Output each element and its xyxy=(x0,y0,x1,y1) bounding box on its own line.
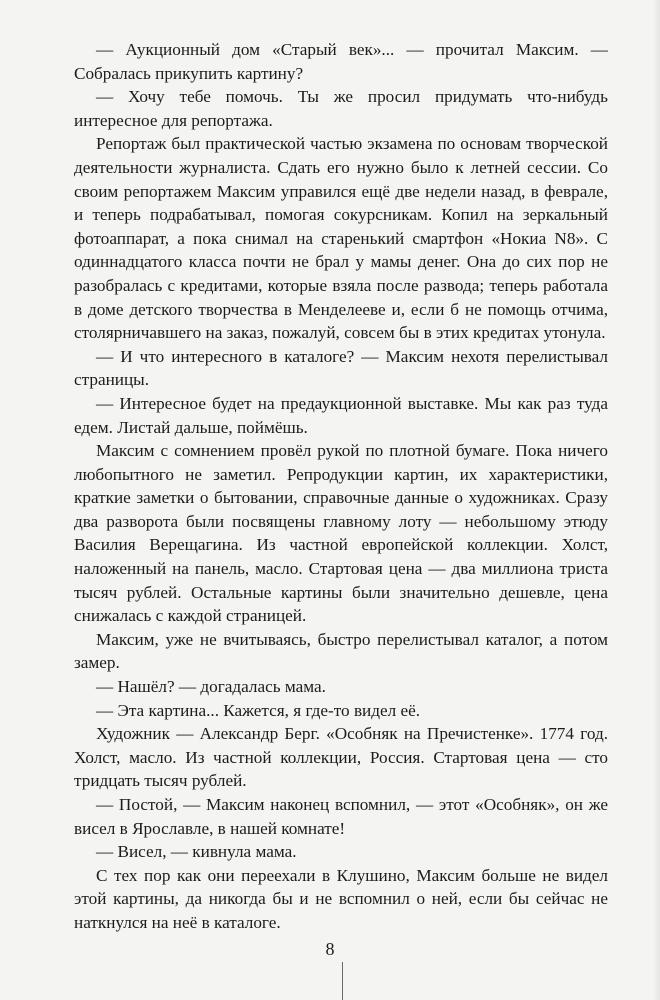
paragraph-1: — Аукционный дом «Старый век»... — прочитал Максим. — Собралась прикупить картину? xyxy=(74,40,608,83)
body-text xyxy=(74,38,608,935)
paragraph-3: Репортаж был практической частью экзамена по основам творческой деятельности журналиста. Сдать его нужно было к летней сессии. Со своим репортажем Максим управился ещё две недели назад, в феврале, и теперь подрабатывал, помогая сокурсникам. Копил на зеркальный фотоаппарат, а пока снимал на старенький смартфон «Нокиа N8». С одиннадцатого класса почти не брал у мамы денег. Она до сих пор не разобралась с кредитами, которые взяла после развода; теперь работала в доме детского творчества в Менделееве и, если б не помощь отчима, столярничавшего на заказ, пожалуй, совсем бы в этих кредитах утонула. xyxy=(74,134,608,343)
paragraph-12: — Висел, — кивнула мама. xyxy=(96,842,297,862)
paragraph-4: — И что интересного в каталоге? — Максим нехотя перелистывал страницы. xyxy=(74,346,608,390)
paragraph-10: Художник — Александр Берг. «Особняк на Пречистенке». 1774 год. Холст, масло. Из частной коллекции, Россия. Стартовая цена — сто тридцать тысяч рублей. xyxy=(74,724,608,791)
paragraph-6: Максим с сомнением провёл рукой по плотной бумаге. Пока ничего любопытного не заметил. Репродукции картин, их характеристики, краткие заметки о бытовании, справочные данные о художниках. Сразу два разворота были посвящены главному лоту — небольшому этюду Василия Верещагина. Из частной европейской коллекции. Холст, наложенный на панель, масло. Стартовая цена — два миллиона триста тысяч рублей. Остальные картины были значительно дешевле, цена снижалась с каждой страницей. xyxy=(74,441,608,626)
paragraph-5: — Интересное будет на предаукционной выставке. Мы как раз туда едем. Листай дальше, поймёшь. xyxy=(74,393,608,437)
page-number-rule xyxy=(342,962,343,1000)
page-number: 8 xyxy=(325,939,335,959)
paragraph-9: — Эта картина... Кажется, я где-то видел её. xyxy=(96,700,421,720)
page-edge-shadow xyxy=(652,0,660,1000)
paragraph-13: С тех пор как они переехали в Клушино, Максим больше не видел этой картины, да никогда бы и не вспомнил о ней, если бы сейчас не наткнулся на неё в каталоге. xyxy=(74,865,608,932)
paragraph-8: — Нашёл? — догадалась мама. xyxy=(96,677,326,697)
paragraph-11: — Постой, — Максим наконец вспомнил, — этот «Особняк», он же висел в Ярославле, в нашей комнате! xyxy=(74,795,608,838)
paragraph-7: Максим, уже не вчитываясь, быстро перелистывал каталог, а потом замер. xyxy=(74,629,608,673)
paragraph-2: — Хочу тебе помочь. Ты же просил придумать что-нибудь интересное для репортажа. xyxy=(74,87,608,130)
